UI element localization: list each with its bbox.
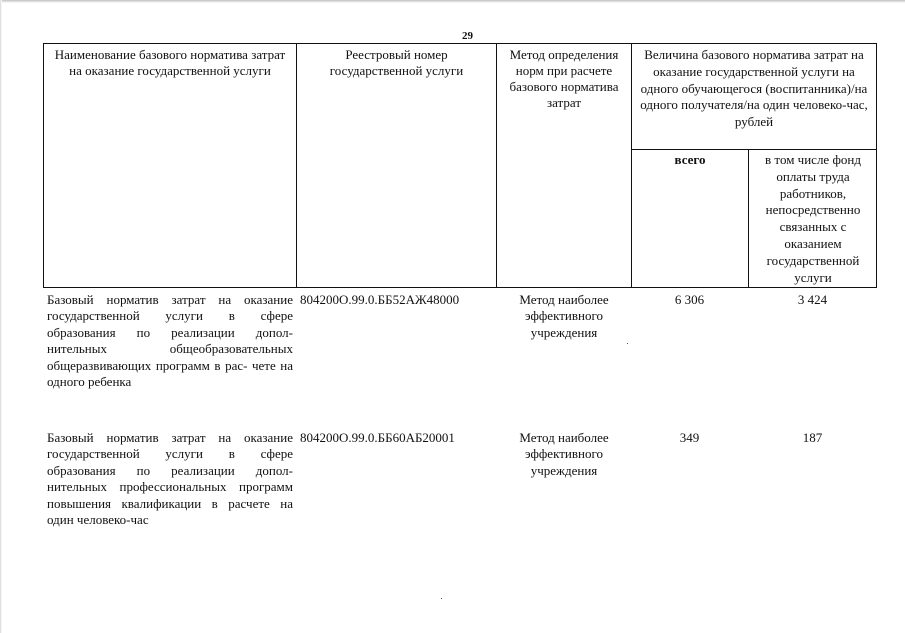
header-name: Наименование базового норматива затрат на оказание государственной услуги: [54, 47, 286, 78]
header-wage-fund: в том числе фонд оплаты труда работников, непосредственно связанных с оказанием государственной услуги: [765, 152, 861, 285]
row-2-total: 349: [679, 430, 700, 445]
scan-edge-left: [0, 0, 2, 633]
column-divider: [296, 43, 297, 288]
header-subdivider: [631, 149, 877, 150]
row-1-name: Базовый норматив затрат на оказание государственной услуги в сфере образования по реализации допол- нительных общеобразовательных общеразвивающих программ в рас- чете на одного ребенка: [47, 292, 293, 390]
row-1-registry-number: 804200О.99.0.ББ52АЖ48000: [300, 292, 460, 307]
header-method: Метод определения норм при расчете базового норматива затрат: [509, 47, 619, 110]
page-number: 29: [462, 30, 473, 42]
row-1-method: Метод наиболее эффективного учреждения: [519, 292, 609, 340]
row-2-method: Метод наиболее эффективного учреждения: [519, 430, 609, 478]
scan-speck: [441, 598, 442, 599]
column-divider: [631, 43, 632, 288]
row-2-wage-fund: 187: [802, 430, 823, 445]
scan-edge-top: [0, 0, 905, 3]
row-2-name: Базовый норматив затрат на оказание государственной услуги в сфере образования по реализации допол- нительных профессиональных программ повышения квалификации в расчете на один человеко-час: [47, 430, 293, 528]
column-divider: [748, 149, 749, 288]
row-2-registry-number: 804200О.99.0.ББ60АБ20001: [300, 430, 455, 445]
header-value-group: Величина базового норматива затрат на оказание государственной услуги на одного обучающегося (воспитанника)/на одного получателя/на один человеко-час, рублей: [640, 47, 868, 130]
header-total: всего: [674, 152, 706, 167]
scan-speck: [627, 343, 628, 344]
row-1-wage-fund: 3 424: [797, 292, 828, 307]
header-registry-number: Реестровый номер государственной услуги: [329, 47, 464, 78]
row-1-total: 6 306: [674, 292, 705, 307]
